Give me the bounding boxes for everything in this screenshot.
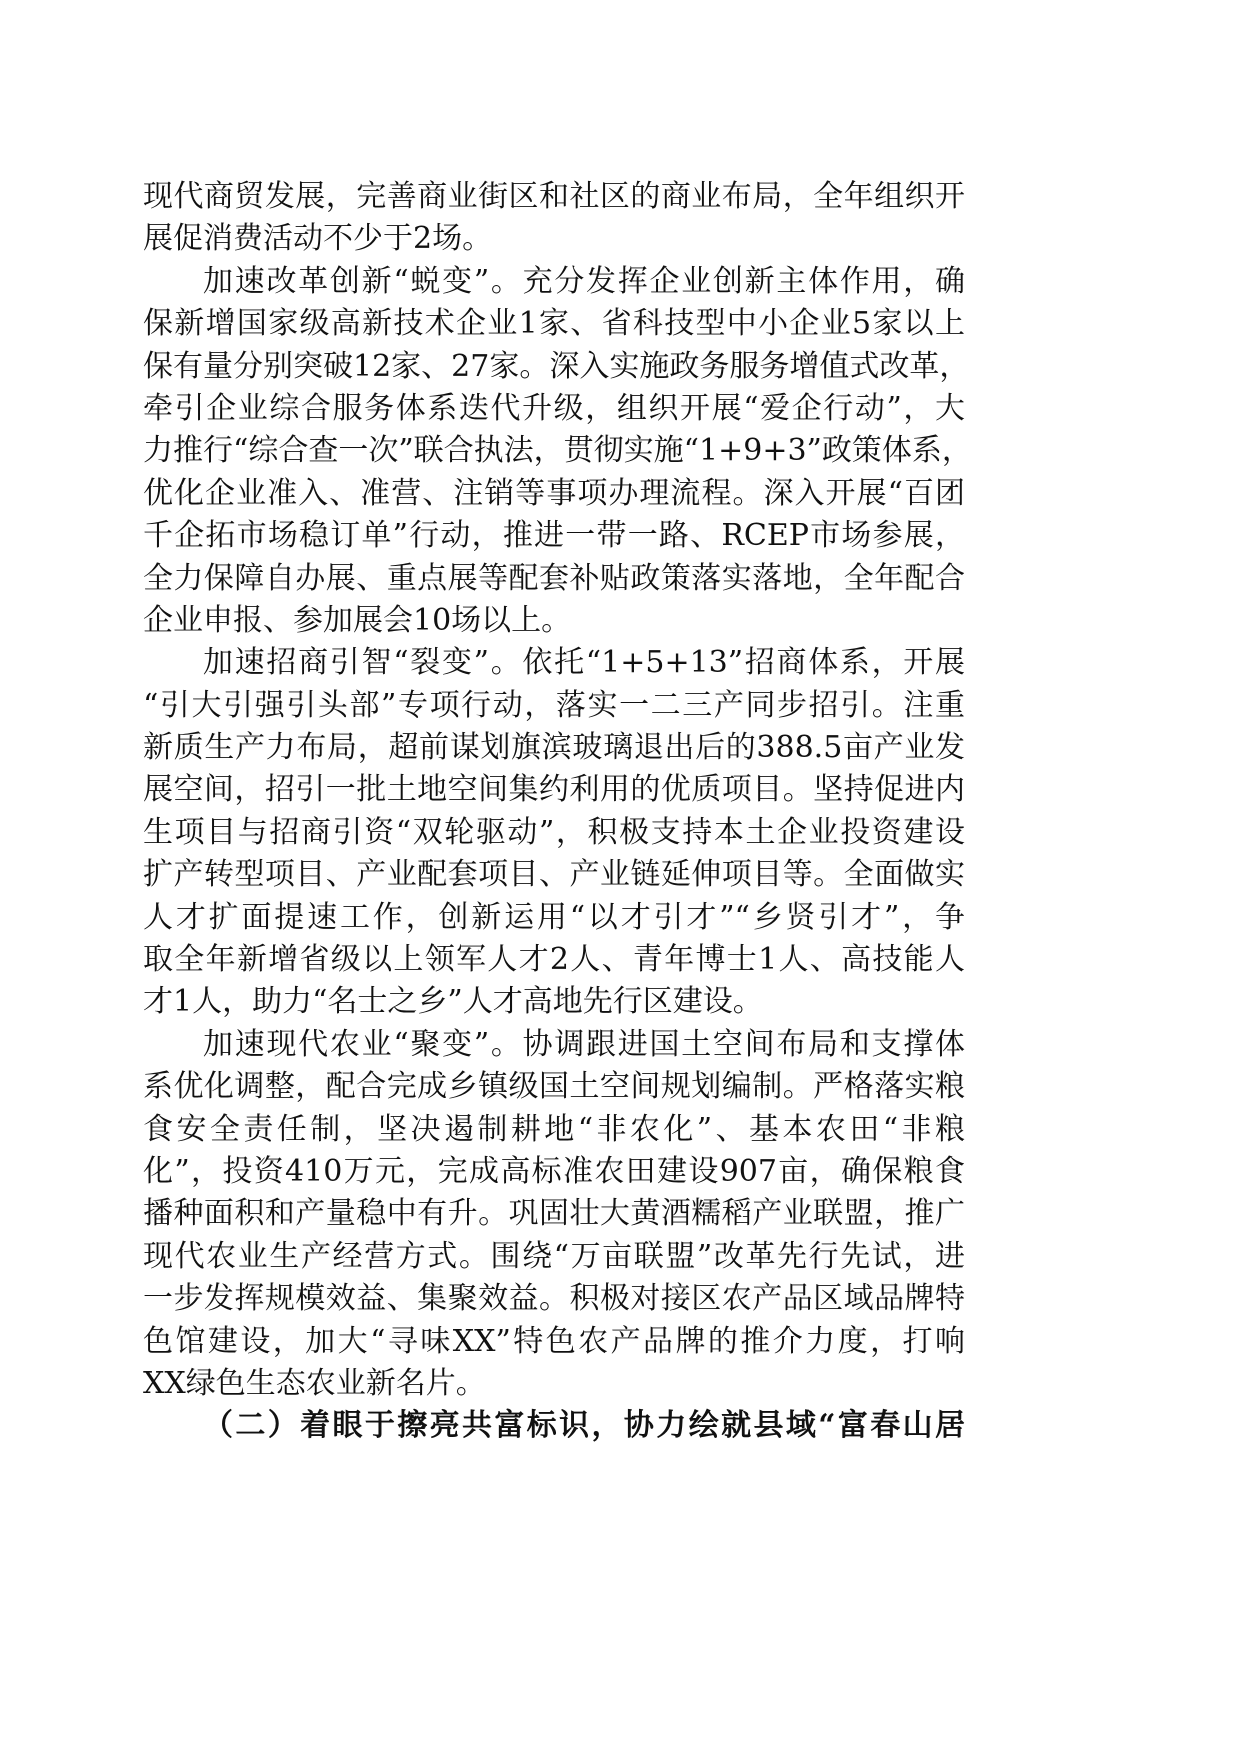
text-line: 全力保障自办展、重点展等配套补贴政策落实落地，全年配合	[143, 560, 965, 596]
text-line: 企业申报、参加展会10场以上。	[143, 602, 572, 638]
text-line: 播种面积和产量稳中有升。巩固壮大黄酒糯稻产业联盟，推广	[143, 1196, 965, 1232]
text-line: 一步发挥规模效益、集聚效益。积极对接区农产品区域品牌特	[143, 1281, 965, 1317]
text-line: 人才扩面提速工作，创新运用“以才引才”“乡贤引才”，争	[143, 899, 965, 935]
text-line: 色馆建设，加大“寻味XX”特色农产品牌的推介力度，打响	[143, 1323, 965, 1359]
text-line: 优化企业准入、准营、注销等事项办理流程。深入开展“百团	[143, 475, 965, 511]
text-line: 食安全责任制，坚决遏制耕地“非农化”、基本农田“非粮	[143, 1111, 965, 1147]
text-line: “引大引强引头部”专项行动，落实一二三产同步招引。注重	[143, 687, 965, 723]
text-line: 取全年新增省级以上领军人才2人、青年博士1人、高技能人	[143, 942, 965, 978]
text-line: XX绿色生态农业新名片。	[143, 1365, 486, 1401]
text-line: 系优化调整，配合完成乡镇级国土空间规划编制。严格落实粮	[143, 1069, 965, 1105]
text-line: 现代商贸发展，完善商业街区和社区的商业布局，全年组织开	[143, 179, 965, 214]
text-line: 展促消费活动不少于2场。	[143, 221, 493, 257]
text-line: 新质生产力布局，超前谋划旗滨玻璃退出后的388.5亩产业发	[143, 730, 965, 766]
text-line: （二）着眼于擦亮共富标识，协力绘就县域“富春山居	[203, 1408, 965, 1444]
text-line: 加速改革创新“蜕变”。充分发挥企业创新主体作用，确	[203, 263, 965, 299]
text-line: 保有量分别突破12家、27家。深入实施政务服务增值式改革，	[143, 348, 970, 384]
text-line: 化”，投资410万元，完成高标准农田建设907亩，确保粮食	[143, 1153, 965, 1189]
text-line: 现代农业生产经营方式。围绕“万亩联盟”改革先行先试，进	[143, 1238, 965, 1274]
text-line: 保新增国家级高新技术企业1家、省科技型中小企业5家以上	[143, 306, 965, 342]
document-page	[143, 176, 972, 1448]
paragraph	[143, 642, 965, 1024]
text-line: 才1人，助力“名士之乡”人才高地先行区建设。	[143, 984, 763, 1020]
text-line: 生项目与招商引资“双轮驱动”，积极支持本土企业投资建设	[143, 814, 965, 850]
text-line: 牵引企业综合服务体系迭代升级，组织开展“爱企行动”，大	[143, 390, 965, 426]
text-line: 力推行“综合查一次”联合执法，贯彻实施“1+9+3”政策体系，	[143, 433, 972, 469]
section-heading	[143, 1405, 965, 1447]
paragraph	[143, 261, 972, 643]
text-line: 加速招商引智“裂变”。依托“1+5+13”招商体系，开展	[203, 645, 965, 681]
text-line: 加速现代农业“聚变”。协调跟进国土空间布局和支撑体	[203, 1026, 965, 1062]
text-line: 千企拓市场稳订单”行动，推进一带一路、RCEP市场参展，	[143, 518, 965, 554]
text-line: 扩产转型项目、产业配套项目、产业链延伸项目等。全面做实	[143, 857, 965, 893]
paragraph	[143, 1024, 965, 1406]
text-line: 展空间，招引一批土地空间集约利用的优质项目。坚持促进内	[143, 772, 965, 808]
paragraph	[143, 176, 965, 261]
